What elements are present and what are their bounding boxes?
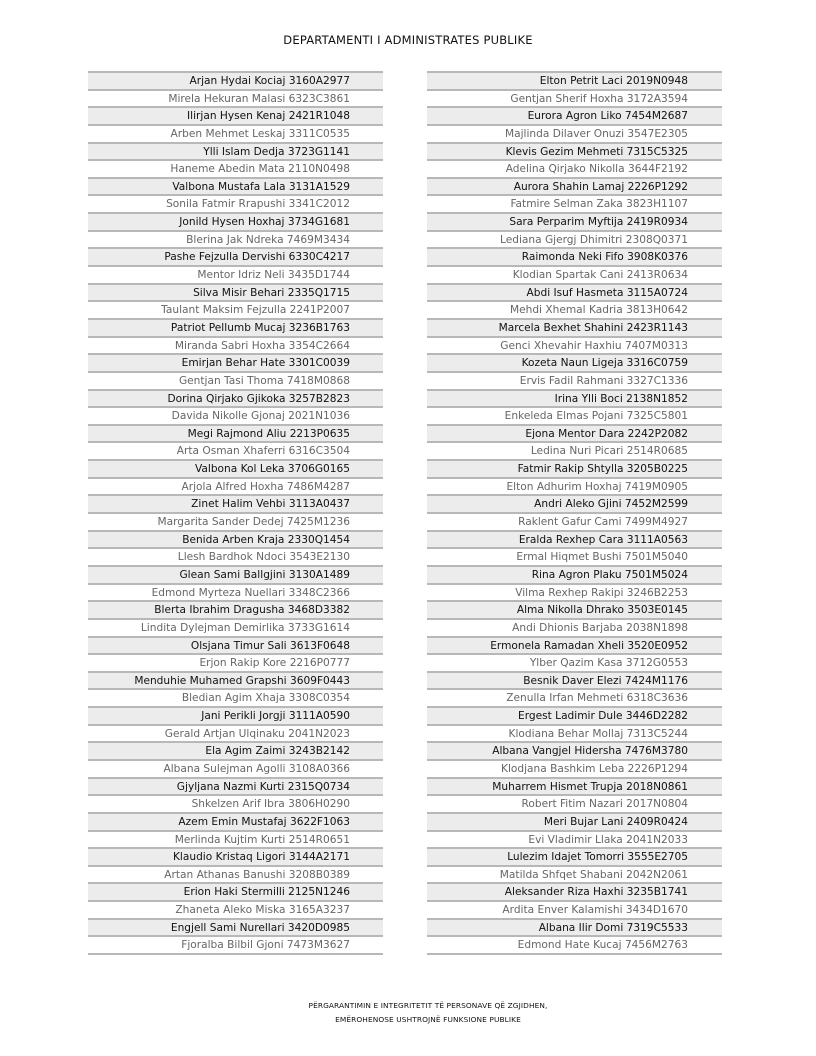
list-item: Eralda Rexhep Cara 3111A0563 <box>427 532 722 550</box>
list-item: Valbona Mustafa Lala 3131A1529 <box>88 179 383 197</box>
list-item: Irina Ylli Boci 2138N1852 <box>427 391 722 409</box>
list-item: Raklent Gafur Cami 7499M4927 <box>427 514 722 532</box>
list-item: Arjola Alfred Hoxha 7486M4287 <box>88 479 383 497</box>
list-item: Fatmir Rakip Shtylla 3205B0225 <box>427 461 722 479</box>
list-item: Abdi Isuf Hasmeta 3115A0724 <box>427 285 722 303</box>
list-item: Engjell Sami Nurellari 3420D0985 <box>88 920 383 938</box>
list-item: Matilda Shfqet Shabani 2042N2061 <box>427 867 722 885</box>
list-item: Silva Misir Behari 2335Q1715 <box>88 285 383 303</box>
list-item: Elton Adhurim Hoxhaj 7419M0905 <box>427 479 722 497</box>
list-item: Zhaneta Aleko Miska 3165A3237 <box>88 902 383 920</box>
list-item: Bledian Agim Xhaja 3308C0354 <box>88 690 383 708</box>
list-item: Lulezim Idajet Tomorri 3555E2705 <box>427 849 722 867</box>
list-item: Artan Athanas Banushi 3208B0389 <box>88 867 383 885</box>
list-item: Llesh Bardhok Ndoci 3543E2130 <box>88 549 383 567</box>
list-item: Zinet Halim Vehbi 3113A0437 <box>88 496 383 514</box>
list-item: Aurora Shahin Lamaj 2226P1292 <box>427 179 722 197</box>
list-item: Sonila Fatmir Rrapushi 3341C2012 <box>88 196 383 214</box>
list-item: Majlinda Dilaver Onuzi 3547E2305 <box>427 126 722 144</box>
list-item: Sara Perparim Myftija 2419R0934 <box>427 214 722 232</box>
list-item: Eurora Agron Liko 7454M2687 <box>427 108 722 126</box>
list-item: Kozeta Naun Ligeja 3316C0759 <box>427 355 722 373</box>
list-item: Davida Nikolle Gjonaj 2021N1036 <box>88 408 383 426</box>
list-item: Margarita Sander Dedej 7425M1236 <box>88 514 383 532</box>
list-item: Rina Agron Plaku 7501M5024 <box>427 567 722 585</box>
list-item: Edmond Hate Kucaj 7456M2763 <box>427 937 722 955</box>
list-item: Zenulla Irfan Mehmeti 6318C3636 <box>427 690 722 708</box>
list-item: Valbona Kol Leka 3706G0165 <box>88 461 383 479</box>
list-item: Vilma Rexhep Rakipi 3246B2253 <box>427 585 722 603</box>
list-item: Ermal Hiqmet Bushi 7501M5040 <box>427 549 722 567</box>
list-item: Genci Xhevahir Haxhiu 7407M0313 <box>427 338 722 356</box>
list-item: Ergest Ladimir Dule 3446D2282 <box>427 708 722 726</box>
list-item: Gentjan Tasi Thoma 7418M0868 <box>88 373 383 391</box>
list-item: Azem Emin Mustafaj 3622F1063 <box>88 814 383 832</box>
list-item: Arjan Hydai Kociaj 3160A2977 <box>88 73 383 91</box>
footer <box>0 999 816 1027</box>
list-item: Glean Sami Ballgjini 3130A1489 <box>88 567 383 585</box>
right-name-list <box>427 71 722 955</box>
list-item: Ledina Nuri Picari 2514R0685 <box>427 443 722 461</box>
list-item: Shkelzen Arif Ibra 3806H0290 <box>88 796 383 814</box>
left-name-list <box>88 71 383 955</box>
list-item: Fjoralba Bilbil Gjoni 7473M3627 <box>88 937 383 955</box>
list-item: Andri Aleko Gjini 7452M2599 <box>427 496 722 514</box>
list-item: Mentor Idriz Neli 3435D1744 <box>88 267 383 285</box>
list-item: Ermonela Ramadan Xheli 3520E0952 <box>427 638 722 656</box>
list-item: Gerald Artjan Ulqinaku 2041N2023 <box>88 726 383 744</box>
list-item: Klevis Gezim Mehmeti 7315C5325 <box>427 144 722 162</box>
list-item: Evi Vladimir Llaka 2041N2033 <box>427 832 722 850</box>
list-item: Fatmire Selman Zaka 3823H1107 <box>427 196 722 214</box>
list-item: Taulant Maksim Fejzulla 2241P2007 <box>88 302 383 320</box>
list-item: Ela Agim Zaimi 3243B2142 <box>88 743 383 761</box>
list-item: Miranda Sabri Hoxha 3354C2664 <box>88 338 383 356</box>
list-item: Mirela Hekuran Malasi 6323C3861 <box>88 91 383 109</box>
list-item: Merlinda Kujtim Kurti 2514R0651 <box>88 832 383 850</box>
list-item: Albana Ilir Domi 7319C5533 <box>427 920 722 938</box>
list-item: Megi Rajmond Aliu 2213P0635 <box>88 426 383 444</box>
list-item: Edmond Myrteza Nuellari 3348C2366 <box>88 585 383 603</box>
list-item: Blerina Jak Ndreka 7469M3434 <box>88 232 383 250</box>
list-item: Dorina Qirjako Gjikoka 3257B2823 <box>88 391 383 409</box>
list-item: Robert Fitim Nazari 2017N0804 <box>427 796 722 814</box>
list-item: Adelina Qirjako Nikolla 3644F2192 <box>427 161 722 179</box>
list-item: Klodian Spartak Cani 2413R0634 <box>427 267 722 285</box>
list-item: Ervis Fadil Rahmani 3327C1336 <box>427 373 722 391</box>
list-item: Erjon Rakip Kore 2216P0777 <box>88 655 383 673</box>
list-item: Besnik Daver Elezi 7424M1176 <box>427 673 722 691</box>
list-item: Muharrem Hismet Trupja 2018N0861 <box>427 779 722 797</box>
list-item: Benida Arben Kraja 2330Q1454 <box>88 532 383 550</box>
list-item: Ardita Enver Kalamishi 3434D1670 <box>427 902 722 920</box>
list-item: Raimonda Neki Fifo 3908K0376 <box>427 249 722 267</box>
list-item: Haneme Abedin Mata 2110N0498 <box>88 161 383 179</box>
list-item: Ylber Qazim Kasa 3712G0553 <box>427 655 722 673</box>
list-item: Blerta Ibrahim Dragusha 3468D3382 <box>88 602 383 620</box>
list-item: Arben Mehmet Leskaj 3311C0535 <box>88 126 383 144</box>
list-item: Ylli Islam Dedja 3723G1141 <box>88 144 383 162</box>
list-item: Elton Petrit Laci 2019N0948 <box>427 73 722 91</box>
page-title: DEPARTAMENTI I ADMINISTRATES PUBLIKE <box>283 33 533 47</box>
list-item: Andi Dhionis Barjaba 2038N1898 <box>427 620 722 638</box>
list-item: Pashe Fejzulla Dervishi 6330C4217 <box>88 249 383 267</box>
list-item: Patriot Pellumb Mucaj 3236B1763 <box>88 320 383 338</box>
list-item: Jani Perikli Jorgji 3111A0590 <box>88 708 383 726</box>
list-item: Alma Nikolla Dhrako 3503E0145 <box>427 602 722 620</box>
list-item: Emirjan Behar Hate 3301C0039 <box>88 355 383 373</box>
list-item: Arta Osman Xhaferri 6316C3504 <box>88 443 383 461</box>
list-item: Lindita Dylejman Demirlika 3733G1614 <box>88 620 383 638</box>
list-item: Jonild Hysen Hoxhaj 3734G1681 <box>88 214 383 232</box>
list-item: Ejona Mentor Dara 2242P2082 <box>427 426 722 444</box>
list-item: Albana Sulejman Agolli 3108A0366 <box>88 761 383 779</box>
footer-line-2: EMËROHENOSE USHTROJNË FUNKSIONE PUBLIKE <box>335 1015 521 1024</box>
list-item: Menduhie Muhamed Grapshi 3609F0443 <box>88 673 383 691</box>
list-item: Mehdi Xhemal Kadria 3813H0642 <box>427 302 722 320</box>
list-item: Gjyljana Nazmi Kurti 2315Q0734 <box>88 779 383 797</box>
list-item: Marcela Bexhet Shahini 2423R1143 <box>427 320 722 338</box>
list-item: Gentjan Sherif Hoxha 3172A3594 <box>427 91 722 109</box>
list-item: Albana Vangjel Hidersha 7476M3780 <box>427 743 722 761</box>
list-item: Ilirjan Hysen Kenaj 2421R1048 <box>88 108 383 126</box>
list-item: Erion Haki Stermilli 2125N1246 <box>88 884 383 902</box>
list-item: Olsjana Timur Sali 3613F0648 <box>88 638 383 656</box>
list-item: Meri Bujar Lani 2409R0424 <box>427 814 722 832</box>
list-item: Klodiana Behar Mollaj 7313C5244 <box>427 726 722 744</box>
list-item: Enkeleda Elmas Pojani 7325C5801 <box>427 408 722 426</box>
list-item: Lediana Gjergj Dhimitri 2308Q0371 <box>427 232 722 250</box>
list-item: Klaudio Kristaq Ligori 3144A2171 <box>88 849 383 867</box>
list-item: Klodjana Bashkim Leba 2226P1294 <box>427 761 722 779</box>
footer-line-1: PËRGARANTIMIN E INTEGRITETIT TË PERSONAVE QË ZGJIDHEN, <box>308 1001 548 1010</box>
list-item: Aleksander Riza Haxhi 3235B1741 <box>427 884 722 902</box>
